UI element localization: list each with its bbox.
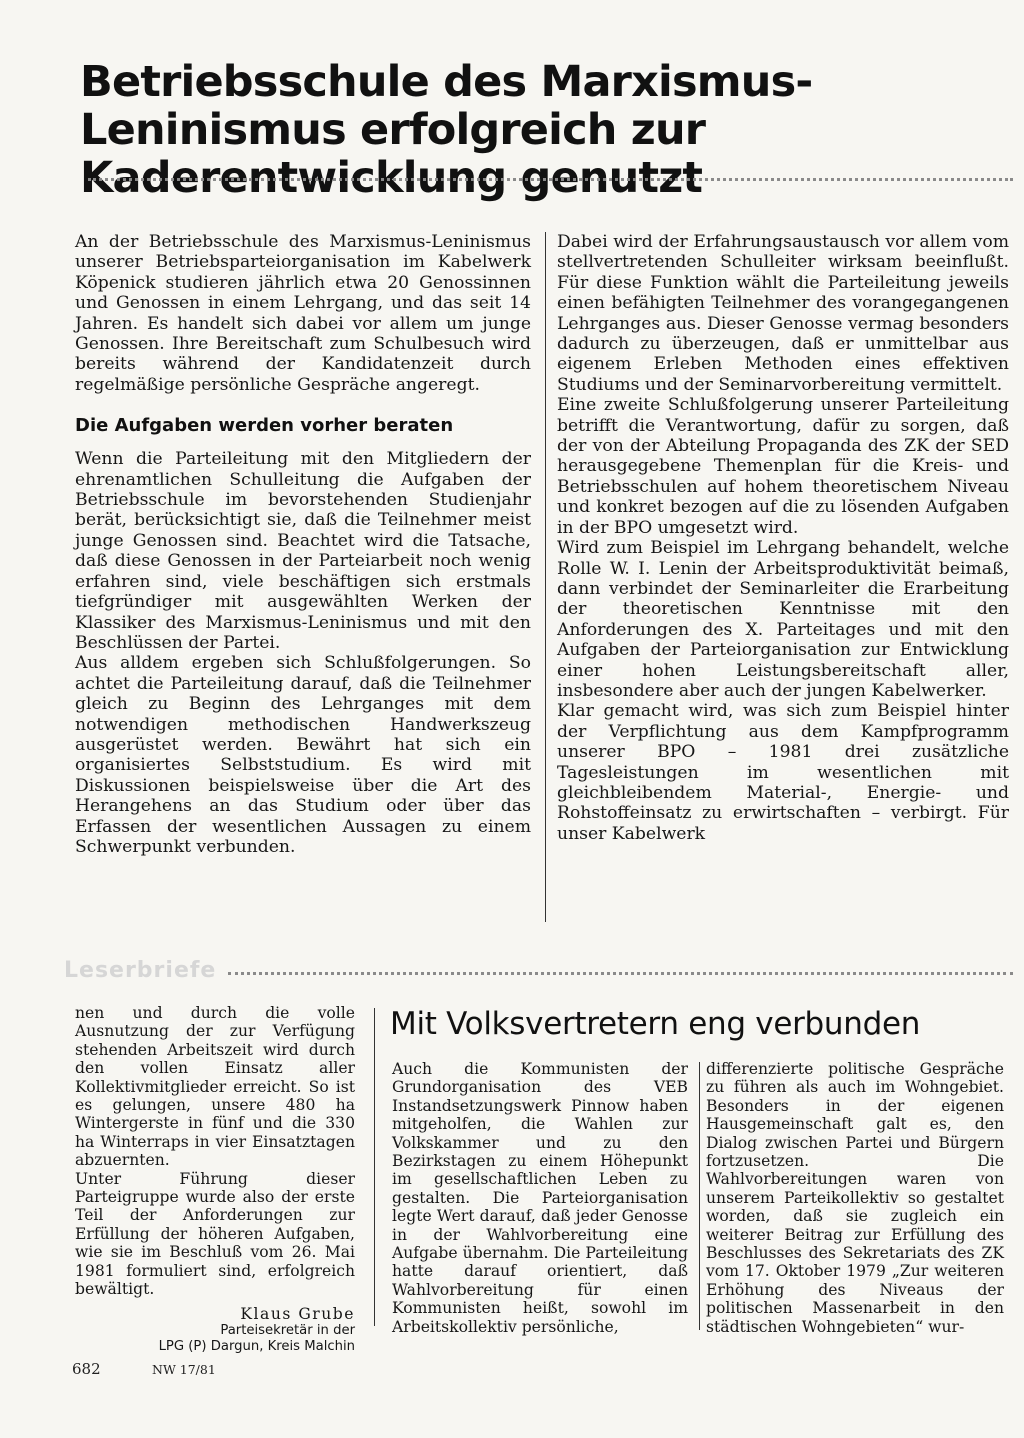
letter-paragraph: nen und durch die volle Ausnutzung der zur Verfügung stehenden Arbeitszeit wird durch den vollen Einsatz aller Kollektivmitglieder erreicht. So ist es gelungen, unsere 480 ha Wintergerste in fünf und die 330 ha Winterraps in vier Einsatztagen abzuernten. [75,1004,355,1170]
section-label: Leserbriefe [64,958,217,983]
letter2-divider [699,1062,700,1330]
column-divider [545,232,546,922]
letter-column [75,1004,355,1355]
letter2-column-left [392,1060,688,1336]
letter-author: Klaus Grube [240,1304,355,1323]
article-paragraph: Wenn die Parteileitung mit den Mitgliedern der ehrenamtlichen Schulleitung die Aufgaben der Betriebsschule im bevorstehenden Studienjahr berät, berücksichtigt sie, daß die Teilnehmer meist junge Genossen sind. Beachtet wird die Tatsache, daß diese Genossen in der Parteiarbeit noch wenig erfahren sind, viele beschäftigen sich erstmals tiefgründiger mit ausgewählten Werken der Klassiker des Marxismus-Leninismus und mit den Beschlüssen der Partei. [75,449,531,653]
article-paragraph: Wird zum Beispiel im Lehrgang behandelt, welche Rolle W. I. Lenin der Arbeitsproduktivität beimaß, dann verbindet der Seminarleiter die Erarbeitung der theoretischen Kenntnisse mit den Anforderungen des X. Parteitages und mit den Aufgaben der Parteiorganisation zur Entwicklung einer hohen Leistungsbereitschaft aller, insbesondere aber auch der jungen Kabelwerker. [557,538,1009,701]
article-paragraph-intro: An der Betriebsschule des Marxismus-Leninismus unserer Betriebsparteiorganisation im Kabelwerk Köpenick studieren jährlich etwa 20 Genossinnen und Genossen in einem Lehrgang, und das seit 14 Jahren. Es handelt sich dabei vor allem um junge Genossen. Ihre Bereitschaft zum Schulbesuch wird bereits während der Kandidatenzeit durch regelmäßige persönliche Gespräche angeregt. [75,232,531,395]
section-rule [228,972,1013,975]
letter-paragraph: Auch die Kommunisten der Grundorganisation des VEB Instandsetzungswerk Pinnow haben mitgeholfen, die Wahlen zur Volkskammer und zu den Bezirkstagen zu einem Höhepunkt im gesellschaftlichen Leben zu gestalten. Die Parteiorganisation legte Wert darauf, daß jeder Genosse in der Wahlvorbereitung eine Aufgabe übernahm. Die Parteileitung hatte darauf orientiert, daß Wahlvorbereitung für einen Kommunisten heißt, sowohl im Arbeitskollektiv persönliche, [392,1060,688,1336]
headline-rule [88,178,1013,181]
letter-paragraph: Unter Führung dieser Parteigruppe wurde also der erste Teil der Anforderungen zur Erfüllung der höheren Aufgaben, wie sie im Beschluß vom 26. Mai 1981 formuliert sind, erfolgreich bewältigt. [75,1169,355,1299]
page-headline: Betriebsschule des Marxismus-Leninismus erfolgreich zur Kaderentwicklung genutzt [80,57,813,203]
article-paragraph: Aus alldem ergeben sich Schlußfolgerungen. So achtet die Parteileitung darauf, daß die Teilnehmer gleich zu Beginn des Lehrganges mit dem notwendigen methodischen Handwerkszeug ausgerüstet werden. Bewährt hat sich ein organisiertes Selbststudium. Es wird mit Diskussionen beispielsweise über die Art des Herangehens an das Studium oder über das Erfassen der wesentlichen Aussagen zu einem Schwerpunkt verbunden. [75,653,531,857]
article-column-right [557,232,1009,844]
letter-paragraph: differenzierte politische Gespräche zu führen als auch im Wohngebiet. Besonders in der eigenen Hausgemeinschaft galt es, den Dialog zwischen Partei und Bürgern fortzusetzen. Die Wahlvorbereitungen waren von unserem Parteikollektiv so gestaltet worden, daß sie zugleich ein weiterer Beitrag zur Erfüllung des Beschlusses des Sekretariats des ZK vom 17. Oktober 1979 „Zur weiteren Erhöhung des Niveaus der politischen Massenarbeit in den städtischen Wohngebieten“ wur- [706,1060,1004,1336]
article-paragraph: Eine zweite Schlußfolgerung unserer Parteileitung betrifft die Verantwortung, dafür zu sorgen, daß der von der Abteilung Propaganda des ZK der SED herausgegebene Themenplan für die Kreis- und Betriebsschulen auf hohem theoretischem Niveau und konkret bezogen auf die zu lösenden Aufgaben in der BPO umgesetzt wird. [557,395,1009,538]
article-paragraph: Dabei wird der Erfahrungsaustausch vor allem vom stellvertretenden Schulleiter wirksam beeinflußt. Für diese Funktion wählt die Parteileitung jeweils einen befähigten Teilnehmer des vorangegangenen Lehrganges aus. Dieser Genosse vermag besonders dadurch zu überzeugen, daß er unmittelbar aus eigenem Erleben Methoden eines effektiven Studiums und der Seminarvorbereitung vermittelt. [557,232,1009,395]
letter-divider [374,1008,375,1326]
article-column-left [75,232,531,857]
article-subheading: Die Aufgaben werden vorher beraten [75,415,454,437]
letter-author-org: LPG (P) Dargun, Kreis Malchin [158,1338,355,1354]
article-paragraph: Klar gemacht wird, was sich zum Beispiel hinter der Verpflichtung aus dem Kampfprogramm unserer BPO – 1981 drei zusätzliche Tagesleistungen im wesentlichen mit gleichbleibendem Material-, Energie- und Rohstoffeinsatz zu erwirtschaften – verbirgt. Für unser Kabelwerk [557,701,1009,844]
issue-label: NW 17/81 [152,1362,216,1377]
letter-author-role: Parteisekretär in der [220,1322,355,1338]
page-number: 682 [72,1360,101,1378]
letter-headline: Mit Volksvertretern eng verbunden [390,1006,921,1042]
letter2-column-right [706,1060,1004,1336]
